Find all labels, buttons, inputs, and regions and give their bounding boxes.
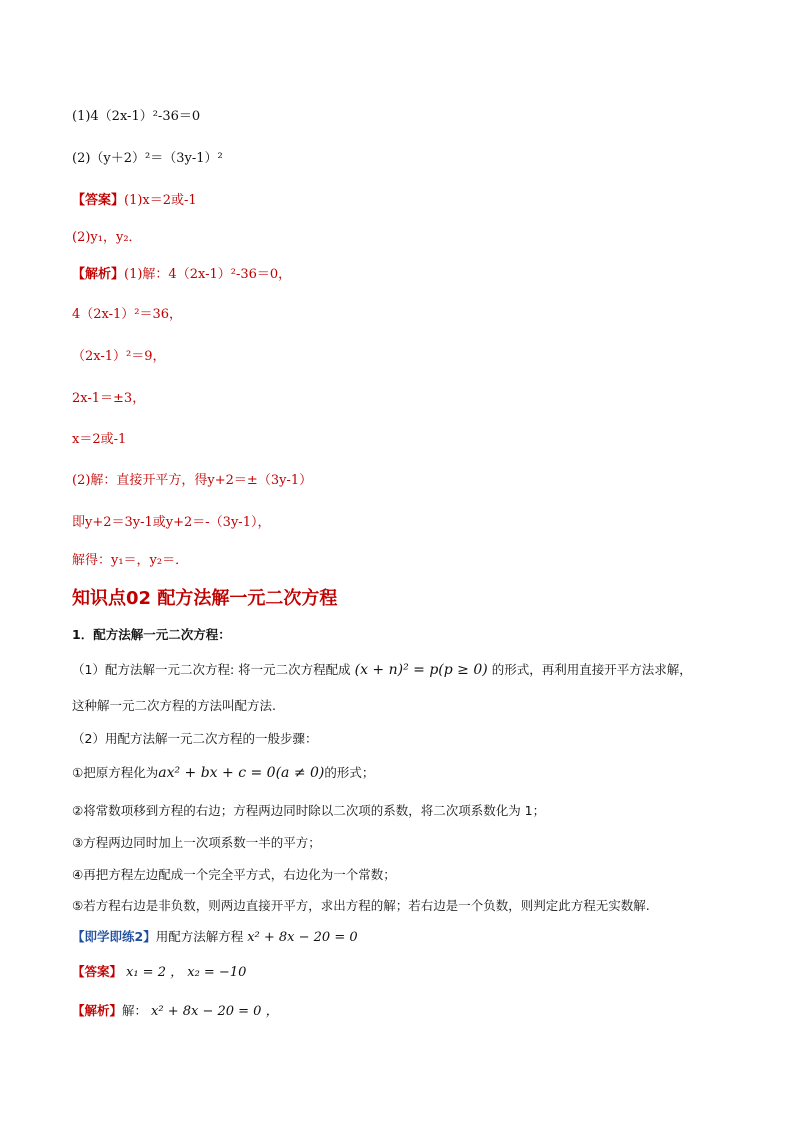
formula-complete-square: (x + n)² = p(p ≥ 0) bbox=[354, 662, 488, 678]
step-4: x＝2或-1 bbox=[72, 432, 127, 447]
step-item-1-a: ①把原方程化为 bbox=[72, 765, 159, 780]
analysis-1-head: (1)解：4（2x-1）²-36＝0， bbox=[124, 267, 292, 282]
section-title: 知识点02 配方法解一元二次方程 bbox=[72, 588, 338, 609]
paragraph-2: （2）用配方法解一元二次方程的一般步骤： bbox=[72, 731, 318, 746]
practice-text: 用配方法解方程 bbox=[155, 929, 244, 944]
answer2-formula: x₁ = 2 ， x₂ = −10 bbox=[126, 965, 247, 980]
step-6: 即y+2＝3y-1或y+2＝-（3y-1）， bbox=[72, 515, 271, 530]
analysis2-tag: 【解析】 bbox=[72, 1003, 123, 1018]
step-5: (2)解：直接开平方，得y+2＝±（3y-1） bbox=[72, 473, 313, 488]
analysis2-line bbox=[72, 1002, 279, 1021]
step-item-2: ②将常数项移到方程的右边；方程两边同时除以二次项的系数，将二次项系数化为 1； bbox=[72, 803, 546, 818]
analysis-tag: 【解析】 bbox=[72, 267, 125, 282]
question-1: (1)4（2x-1）²-36＝0 bbox=[72, 109, 201, 124]
paragraph-1-a: （1）配方法解一元二次方程: 将一元二次方程配成 bbox=[72, 662, 351, 677]
practice-formula: x² + 8x − 20 = 0 bbox=[247, 930, 358, 945]
answer2-tag: 【答案】 bbox=[72, 964, 123, 979]
practice-line bbox=[72, 928, 358, 947]
paragraph-1-b: 的形式，再利用直接开平方法求解， bbox=[491, 662, 692, 677]
step-item-3: ③方程两边同时加上一次项系数一半的平方； bbox=[72, 835, 321, 850]
answer-2: (2)y₁，y₂． bbox=[72, 230, 142, 245]
formula-general-form: ax² + bx + c = 0(a ≠ 0) bbox=[158, 765, 325, 781]
step-item-4: ④再把方程左边配成一个完全平方式，右边化为一个常数； bbox=[72, 867, 396, 882]
question-2: (2)（y＋2）²＝（3y-1）² bbox=[72, 151, 223, 166]
paragraph-1-c: 这种解一元二次方程的方法叫配方法. bbox=[72, 698, 276, 713]
analysis2-text: 解： bbox=[122, 1003, 148, 1018]
practice-tag: 【即学即练2】 bbox=[72, 929, 156, 944]
answer-tag: 【答案】 bbox=[72, 193, 125, 208]
answer-1: (1)x＝2或-1 bbox=[124, 193, 197, 208]
subheading-1: 1．配方法解一元二次方程： bbox=[72, 627, 231, 642]
step-1: 4（2x-1）²＝36， bbox=[72, 307, 183, 322]
step-item-1 bbox=[72, 764, 374, 782]
answer-line-1 bbox=[72, 192, 197, 210]
step-2: （2x-1）²＝9， bbox=[72, 349, 166, 364]
analysis2-formula: x² + 8x − 20 = 0 ， bbox=[151, 1004, 279, 1019]
step-item-1-b: 的形式； bbox=[324, 765, 375, 780]
step-7: 解得：y₁＝，y₂＝． bbox=[72, 553, 189, 568]
answer2-line bbox=[72, 963, 246, 982]
step-item-5: ⑤若方程右边是非负数，则两边直接开平方，求出方程的解；若右边是一个负数，则判定此方程无实数解. bbox=[72, 898, 650, 913]
step-3: 2x-1＝±3， bbox=[72, 391, 146, 406]
paragraph-1 bbox=[72, 661, 692, 679]
analysis-line-1 bbox=[72, 266, 291, 284]
